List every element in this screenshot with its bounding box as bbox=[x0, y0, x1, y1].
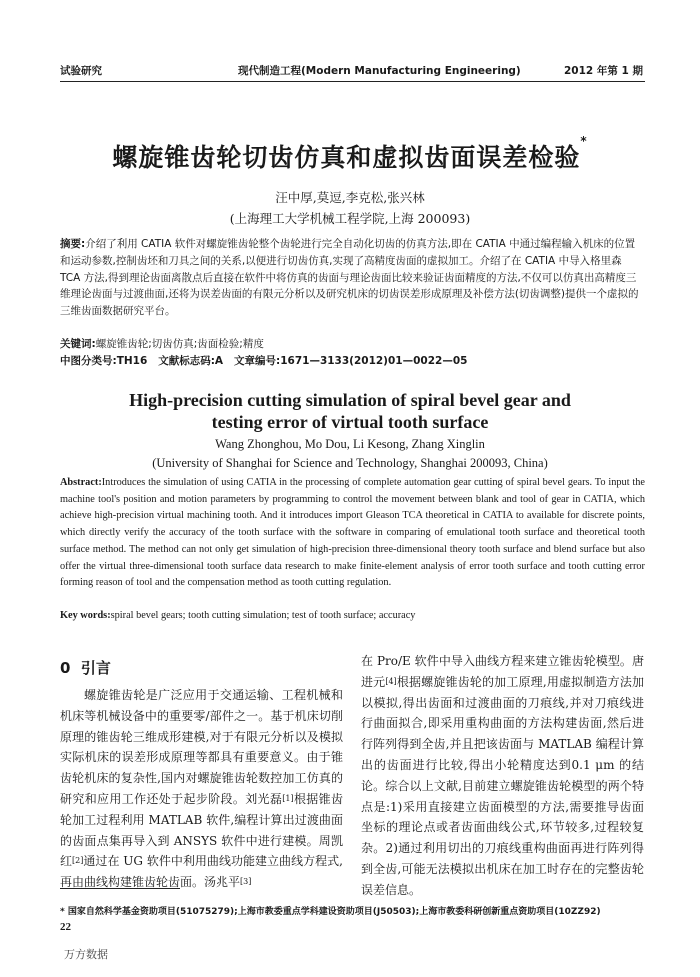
paper-title-en bbox=[0, 389, 700, 433]
citation-ref: [3] bbox=[240, 877, 252, 887]
footnote-rule bbox=[60, 888, 180, 889]
abstract-cn-text: 介绍了利用 CATIA 软件对螺旋锥齿轮整个齿轮进行完全自动化切齿的仿真方法,即在 CATIA 中通过编程输入机床的位置和运动参数,控制齿坯和刀具之间的关系,以便进行切齿仿真,实现了高精度齿面的虚拟加工。介绍了在 CATIA 中导入格里森 TCA 方法,得到理论齿面离散点后直接在软件中将仿真的齿面与理论齿面比较来验证齿面精度的方法,不仅可以仿真出高精度三维理论齿面与过渡曲面,还将为误差齿面的有限元分析以及研究机床的切齿误差形成原理及补偿方法(切齿调整)提供一个虚拟的三维齿面数据研究平台。 bbox=[60, 238, 639, 318]
intro-left-column bbox=[60, 685, 343, 893]
keywords-en-label: Key words: bbox=[60, 610, 111, 621]
affiliation-cn: (上海理工大学机械工程学院,上海 200093) bbox=[229, 211, 471, 226]
paper-title-en-line2: testing error of virtual tooth surface bbox=[211, 412, 489, 432]
funding-footnote: * 国家自然科学基金资助项目(51075279);上海市教委重点学科建设资助项目(J50503);上海市教委科研创新重点资助项目(10ZZ92) bbox=[60, 907, 601, 917]
header-issue: 2012 年第 1 期 bbox=[564, 65, 643, 77]
title-footnote-mark: * bbox=[580, 134, 588, 148]
intro-left-text-b: 根据锥齿轮加工过程利用 MATLAB 软件,编程计算出过渡曲面的齿面点集再导入到 ANSYS 软件中进行建模。周凯红 bbox=[60, 791, 343, 869]
abstract-cn-label: 摘要: bbox=[60, 238, 86, 250]
intro-left-text-a: 螺旋锥齿轮是广泛应用于交通运输、工程机械和机床等机械设备中的重要零/部件之一。基于机床切削原理的锥齿轮三维成形建模,对于有限元分析以及模拟实际机床的误差形成原理等都具有重要意义。由于锥齿轮机床的复杂性,国内对螺旋锥齿轮数控加工仿真的研究和应用工作还处于起步阶段。刘光磊 bbox=[60, 688, 343, 806]
intro-right-text-a: 在 Pro/E 软件中导入曲线方程来建立锥齿轮模型。唐进元 bbox=[361, 654, 644, 689]
abstract-en bbox=[60, 475, 645, 592]
keywords-cn-text: 螺旋锥齿轮;切齿仿真;齿面检验;精度 bbox=[95, 338, 264, 350]
citation-ref: [4] bbox=[385, 676, 397, 686]
paper-title-cn bbox=[0, 134, 700, 174]
abstract-cn bbox=[60, 236, 645, 320]
abstract-en-label: Abstract: bbox=[60, 477, 102, 488]
authors-cn: 汪中厚,莫逗,李克松,张兴林 bbox=[275, 190, 425, 205]
header-rule bbox=[60, 81, 645, 82]
header-section-label: 试验研究 bbox=[60, 65, 102, 77]
keywords-cn-label: 关键词: bbox=[60, 338, 96, 350]
section-heading-introduction: 0 引言 bbox=[60, 659, 111, 677]
classification-cn: 中图分类号:TH16 文献标志码:A 文章编号:1671—3133(2012)01—0022—05 bbox=[60, 355, 468, 367]
watermark: 万方数据 bbox=[64, 948, 108, 961]
intro-left-text-c: 通过在 UG 软件中利用曲线功能建立曲线方程式,再由曲线构建锥齿轮齿面。汤兆平 bbox=[60, 854, 343, 890]
paper-title-cn-text: 螺旋锥齿轮切齿仿真和虚拟齿面误差检验 bbox=[112, 143, 581, 172]
paper-title-en-line1: High-precision cutting simulation of spiral bevel gear and bbox=[129, 390, 571, 410]
keywords-en bbox=[60, 610, 645, 621]
keywords-cn bbox=[60, 336, 645, 351]
affiliation-en: (University of Shanghai for Science and Technology, Shanghai 200093, China) bbox=[152, 456, 548, 470]
keywords-en-text: spiral bevel gears; tooth cutting simulation; test of tooth surface; accuracy bbox=[110, 610, 416, 621]
intro-right-text-b: 根据螺旋锥齿轮的加工原理,用虚拟制造方法加以模拟,得出齿面和过渡曲面的刀痕线,并对刀痕线进行曲面拟合,即采用重构曲面的方法构建齿面,然后进行阵列得到全齿,并且把该齿面与 MATLAB 编程计算出的齿面进行比较,得出小轮精度达到0.1 μm 的结论。综合以上文献,目前建立螺旋锥齿轮模型的两个特点是:1)采用直接建立齿面模型的方法,需要推导齿面坐标的理论点或者齿面曲线公式,环节较多,过程较复杂。2)通过利用切出的刀痕线重构曲面再进行阵列得到全齿,可能无法模拟出机床在加工时存在的完整齿轮误差信息。 bbox=[361, 674, 644, 897]
intro-right-column bbox=[361, 651, 644, 901]
header-journal-name: 现代制造工程(Modern Manufacturing Engineering) bbox=[238, 65, 521, 77]
page-number: 22 bbox=[60, 921, 71, 933]
running-header bbox=[60, 63, 645, 77]
abstract-en-text: Introduces the simulation of using CATIA in the processing of complete automation gear cutting of spiral bevel gears. To input the machine tool's position and motion parameters by programming to control the movement between blank and tool of gear in CATIA, which achieve high-precision virtual machining tooth. And it introduces import Gleason TCA theoretical in CATIA to available for discrete points, which directly verify the accuracy of the tooth surface with the software in comparing of emulational tooth surface and theoretical tooth surface method. The method can not only get simulation of high-precision three-dimensional theory tooth surface and blend surface but also offer the virtual three-dimensional tooth surface data research to make finite-element analysis of error tooth surface and tooth cutting error forming reason of tool and the compensation method as tooth cutting regulation. bbox=[60, 477, 645, 589]
citation-ref: [1] bbox=[282, 793, 294, 803]
authors-en: Wang Zhonghou, Mo Dou, Li Kesong, Zhang Xinglin bbox=[215, 437, 485, 451]
citation-ref: [2] bbox=[72, 856, 84, 866]
